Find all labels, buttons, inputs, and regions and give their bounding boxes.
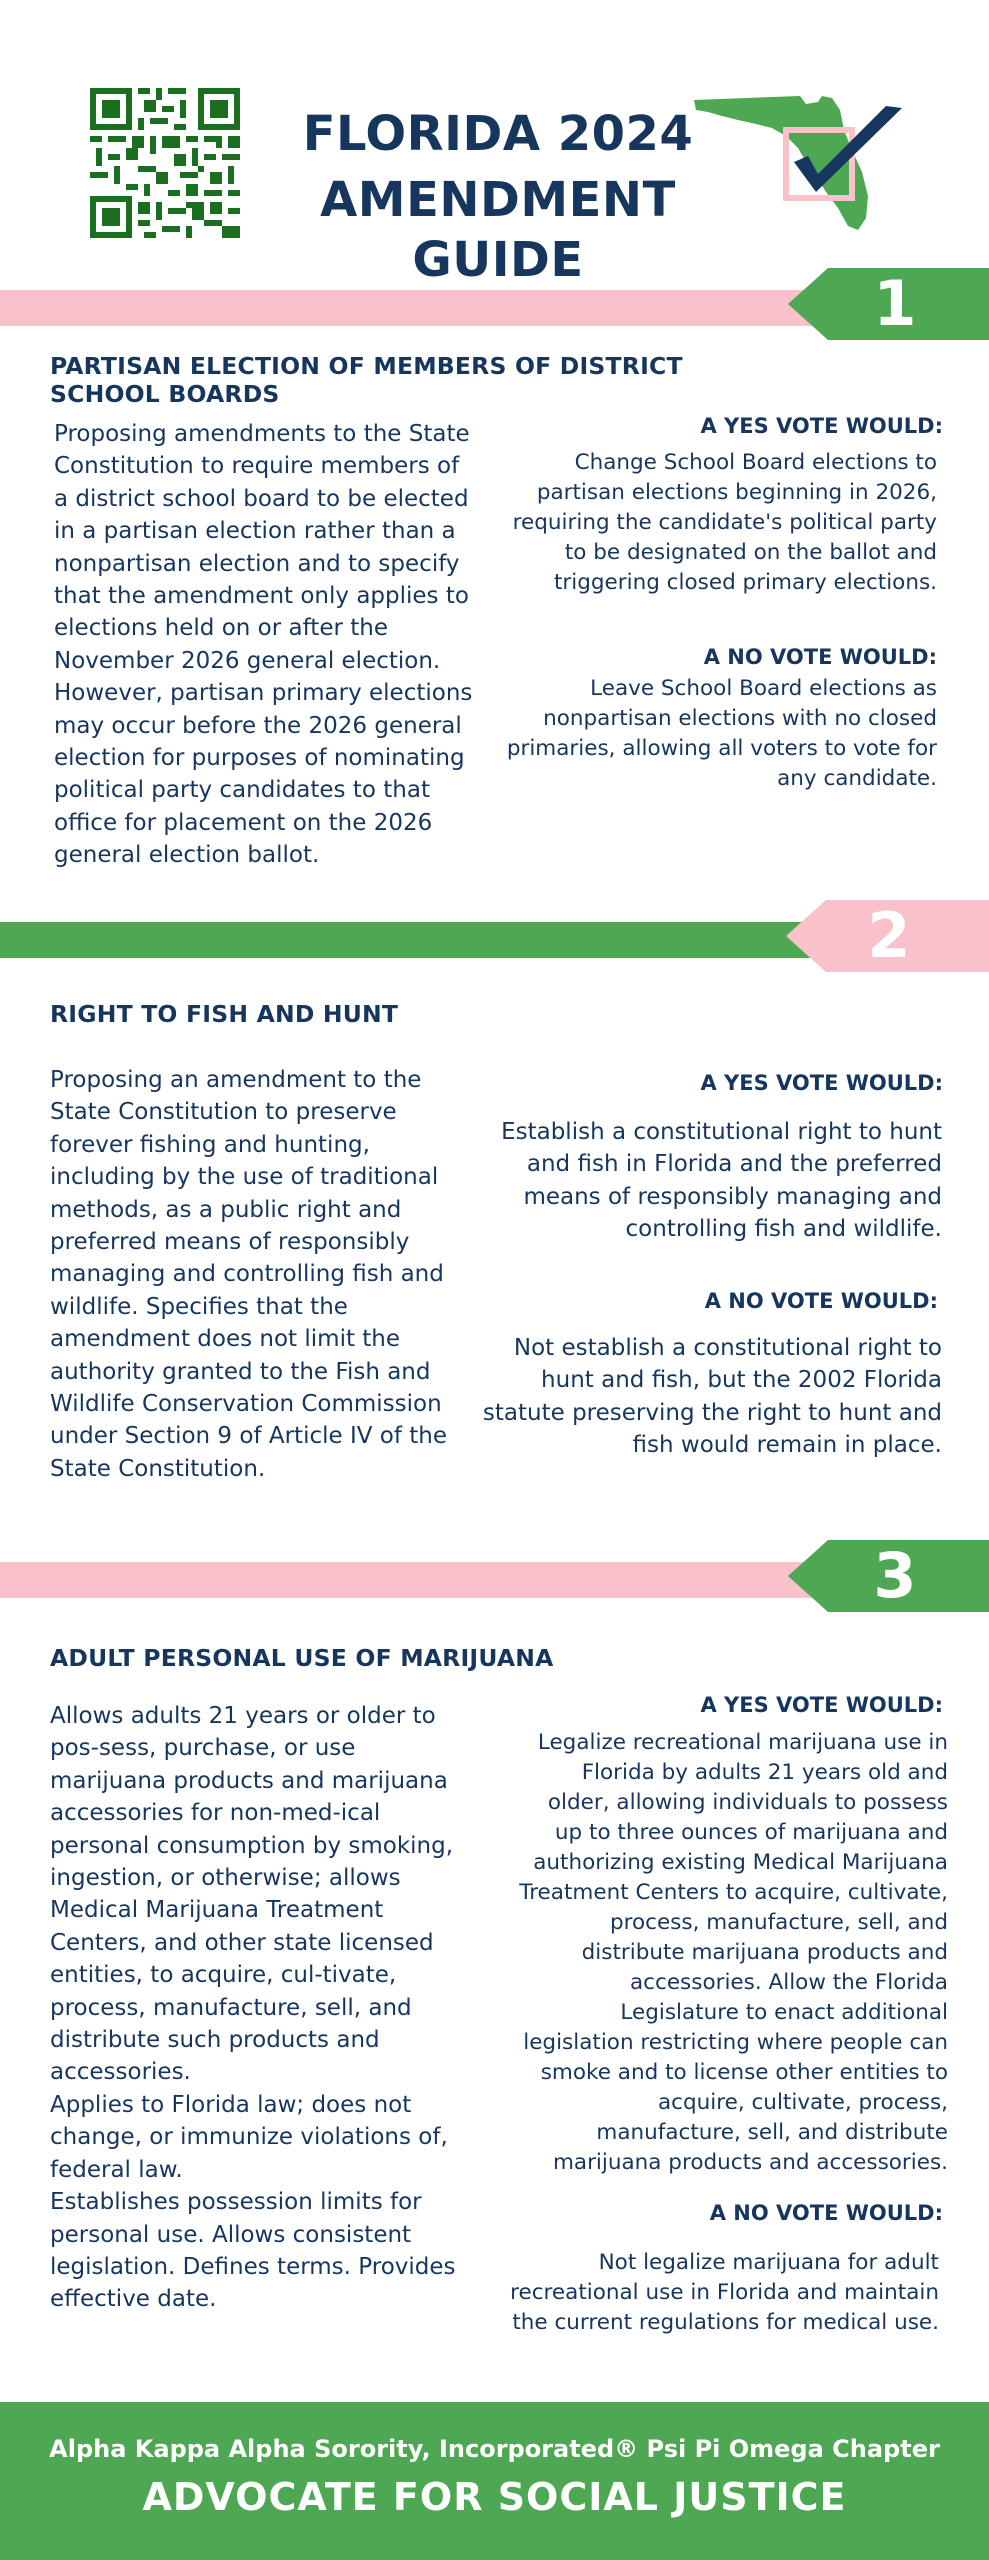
qr-code-icon: [90, 88, 240, 238]
section-1-no-heading: A NO VOTE WOULD:: [703, 645, 937, 669]
section-1-description: Proposing amendments to the State Constitution to require members of a district school board to be elected in a partisan election rather than a nonpartisan election and to specify that the amendment only applies to elections held on or after the November 2026 general election. However, partisan primary elections may occur before the 2026 general election for purposes of nominating political party candidates to that office for placement on the 2026 general election ballot.: [54, 421, 473, 869]
section-1-yes-text: Change School Board elections to partisan elections beginning in 2026, requiring the candidate's political party to be designated on the ballot and triggering closed primary elections.: [512, 450, 937, 595]
section-2-no-heading: A NO VOTE WOULD:: [704, 1289, 938, 1313]
section-3-number: 3: [873, 1539, 917, 1612]
section-2-no-text: Not establish a constitutional right to hunt and fish, but the 2002 Florida statute preserving the right to hunt and fish would remain in place.: [482, 1335, 942, 1459]
section-1-band: [0, 290, 830, 326]
section-3-band: [0, 1562, 830, 1598]
section-3-yes-text: Legalize recreational marijuana use in Florida by adults 21 years old and older, allowing individuals to possess up to three ounces of marijuana and authorizing existing Medical Marijuana Treatment Centers to acquire, cultivate, process, manufacture, sell, and distribute marijuana products and accessories. Allow the Florida Legislature to enact additional legislation restricting where people can smoke and to license other entities to acquire, cultivate, process, manufacture, sell, and distribute marijuana products and accessories.: [519, 1730, 948, 2175]
section-2-yes-heading: A YES VOTE WOULD:: [700, 1071, 943, 1095]
section-3-title: ADULT PERSONAL USE OF MARIJUANA: [50, 1644, 554, 1672]
footer-organization: Alpha Kappa Alpha Sorority, Incorporated® Psi Pi Omega Chapter: [49, 2435, 940, 2463]
section-3-no-heading: A NO VOTE WOULD:: [709, 2201, 943, 2225]
section-3-description: Allows adults 21 years or older to pos-sess, purchase, or use marijuana products and marijuana accessories for non-med-ical personal consumption by smoking, ingestion, or otherwise; allows Medical Marijuana Treatment Centers, and other state licensed entities, to acquire, cul-tivate, process, manufacture, sell, and distribute such products and accessories. Applies to Florida law; does not change, or immunize violations of, federal law. Establishes possession limits for personal use. Allows consistent legislation. Defines terms. Provides effective date.: [50, 1703, 456, 2313]
section-3-yes-heading: A YES VOTE WOULD:: [700, 1693, 943, 1717]
section-1-yes-heading: A YES VOTE WOULD:: [700, 414, 943, 438]
footer-slogan: ADVOCATE FOR SOCIAL JUSTICE: [142, 2475, 847, 2519]
qr-code[interactable]: [90, 88, 240, 238]
section-3-no-text: Not legalize marijuana for adult recreational use in Florida and maintain the current regulations for medical use.: [510, 2250, 939, 2335]
section-2-description: Proposing an amendment to the State Constitution to preserve forever fishing and hunting, including by the use of traditional methods, as a public right and preferred means of responsibly managing and controlling fish and wildlife. Specifies that the amendment does not limit the authority granted to the Fish and Wildlife Conservation Commission under Section 9 of Article IV of the State Constitution.: [50, 1067, 448, 1482]
page-title-line2: AMENDMENT GUIDE: [320, 172, 676, 288]
section-2-band: [0, 922, 830, 958]
section-2-number: 2: [867, 899, 911, 972]
section-1-number: 1: [873, 267, 917, 340]
page-title-line1: FLORIDA 2024: [302, 106, 694, 162]
florida-map-logo: [690, 90, 920, 240]
section-1-title: PARTISAN ELECTION OF MEMBERS OF DISTRICT SCHOOL BOARDS: [50, 352, 683, 408]
section-1-no-text: Leave School Board elections as nonpartisan elections with no closed primaries, allowing all voters to vote for any candidate.: [506, 676, 937, 791]
florida-check-icon: [690, 90, 920, 240]
section-2-title: RIGHT TO FISH AND HUNT: [50, 1000, 399, 1028]
section-2-yes-text: Establish a constitutional right to hunt and fish in Florida and the preferred means of responsibly managing and controlling fish and wildlife.: [501, 1119, 942, 1243]
